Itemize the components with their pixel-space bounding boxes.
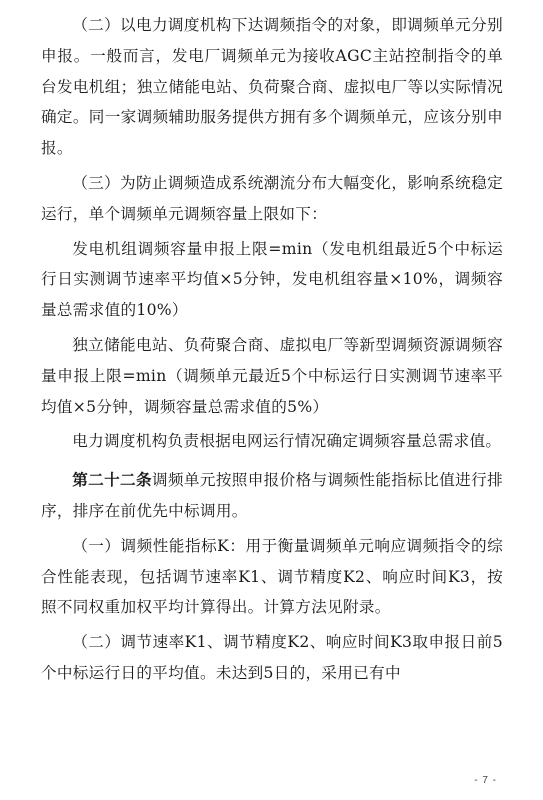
article-heading: 第二十二条 <box>72 471 152 490</box>
paragraph-generator-capacity-formula: 发电机组调频容量申报上限=min（发电机组最近5个中标运行日实测调节速率平均值×5分钟，发电机组容量×10%，调频容量总需求值的10%） <box>41 239 503 320</box>
page-number: - 7 - <box>474 775 497 786</box>
article-22-text: 调频单元按照申报价格与调频性能指标比值进行排序，排序在前优先中标调用。 <box>41 471 503 520</box>
paragraph-performance-index: （一）调频性能指标K：用于衡量调频单元响应调频指令的综合性能表现，包括调节速率K1、调节精度K2、响应时间K3，按照不同权重加权平均计算得出。计算方法见附录。 <box>41 536 503 617</box>
paragraph-capacity-limit-intro: （三）为防止调频造成系统潮流分布大幅变化，影响系统稳定运行，单个调频单元调频容量上限如下： <box>41 173 503 223</box>
document-body <box>41 10 503 689</box>
paragraph-reporting-object: （二）以电力调度机构下达调频指令的对象，即调频单元分别申报。一般而言，发电厂调频单元为接收AGC主站控制指令的单台发电机组；独立储能电站、负荷聚合商、虚拟电厂等以实际情况确定。同一家调频辅助服务提供方拥有多个调频单元，应该分别申报。 <box>41 16 503 158</box>
paragraph-article-22 <box>41 465 503 527</box>
paragraph-total-demand: 电力调度机构负责根据电网运行情况确定调频容量总需求值。 <box>72 432 502 451</box>
paragraph-averaging-rule: （二）调节速率K1、调节精度K2、响应时间K3取申报日前5个中标运行日的平均值。未达到5日的，采用已有中 <box>41 633 503 682</box>
paragraph-new-resource-capacity-formula: 独立储能电站、负荷聚合商、虚拟电厂等新型调频资源调频容量申报上限=min（调频单元最近5个中标运行日实测调节速率平均值×5分钟，调频容量总需求值的5%） <box>41 335 503 416</box>
